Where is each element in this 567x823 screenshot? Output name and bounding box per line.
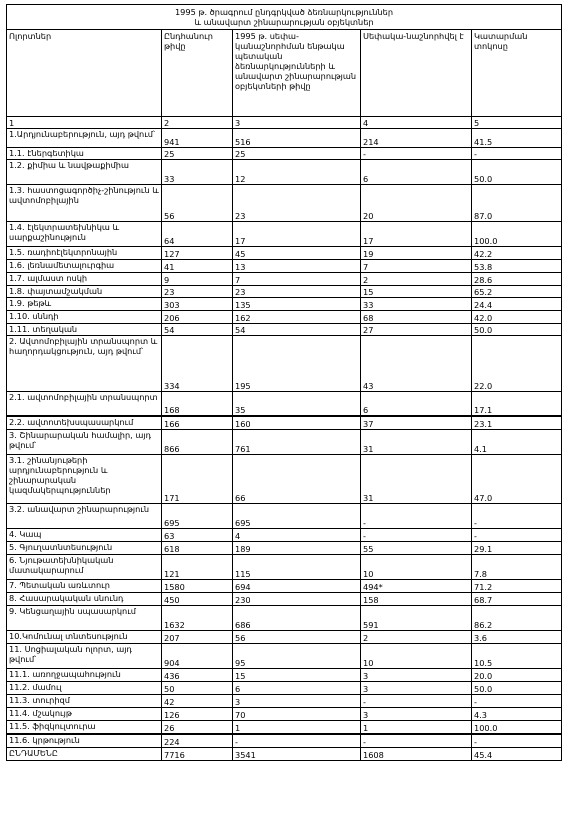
table-row	[7, 455, 562, 504]
percent-cell: 10.5	[472, 644, 562, 669]
sector-cell: 1.2. քիմիա և նավթաքիմիա	[7, 160, 162, 185]
subject-cell: 3541	[233, 748, 361, 761]
sector-cell: 9. Կենցաղային սպասարկում	[7, 606, 162, 631]
table-row	[7, 529, 562, 542]
percent-cell: -	[472, 734, 562, 748]
total-cell: 63	[162, 529, 233, 542]
sector-cell: 1.11. տեղական	[7, 324, 162, 336]
table-row	[7, 222, 562, 247]
privatized-cell: 15	[361, 286, 472, 298]
total-cell: 206	[162, 311, 233, 324]
sector-cell: ԸՆԴԱՄԵՆԸ	[7, 748, 162, 761]
sector-cell: 10.Կոմունալ տնտեսություն	[7, 631, 162, 644]
percent-cell: -	[472, 504, 562, 529]
subject-cell: 695	[233, 504, 361, 529]
subject-cell: 189	[233, 542, 361, 555]
privatized-cell: -	[361, 148, 472, 160]
sector-cell: 11.2. մամուլ	[7, 682, 162, 695]
privatized-cell: 68	[361, 311, 472, 324]
percent-cell: -	[472, 695, 562, 708]
percent-cell: 86.2	[472, 606, 562, 631]
table-header-row	[7, 30, 562, 117]
privatized-cell: 6	[361, 160, 472, 185]
total-cell: 126	[162, 708, 233, 721]
percent-cell: 42.0	[472, 311, 562, 324]
sector-cell: 11. Սոցիալական ոլորտ, այդ թվում՝	[7, 644, 162, 669]
privatized-cell: 7	[361, 260, 472, 273]
privatized-cell: 20	[361, 185, 472, 222]
percent-cell: 87.0	[472, 185, 562, 222]
total-cell: 303	[162, 298, 233, 311]
sector-cell: 5. Գյուղատնտեսություն	[7, 542, 162, 555]
table-row	[7, 298, 562, 311]
privatization-table	[6, 4, 562, 761]
subject-cell: 195	[233, 336, 361, 392]
sector-cell: 1.10. սննդի	[7, 311, 162, 324]
percent-cell: 17.1	[472, 392, 562, 417]
total-cell: 56	[162, 185, 233, 222]
subject-cell: 17	[233, 222, 361, 247]
total-cell: 166	[162, 416, 233, 430]
privatized-cell: 3	[361, 708, 472, 721]
table-row	[7, 129, 562, 148]
percent-cell: 50.0	[472, 324, 562, 336]
sector-cell: 3. Շինարարական համալիր, այդ թվում՝	[7, 430, 162, 455]
total-cell: 450	[162, 593, 233, 606]
percent-cell: 28.6	[472, 273, 562, 286]
subject-cell: 160	[233, 416, 361, 430]
total-cell: 64	[162, 222, 233, 247]
table-row	[7, 185, 562, 222]
percent-cell: 47.0	[472, 455, 562, 504]
subject-cell: 516	[233, 129, 361, 148]
percent-cell: 41.5	[472, 129, 562, 148]
percent-cell: 24.4	[472, 298, 562, 311]
subject-cell: 4	[233, 529, 361, 542]
table-title: 1995 թ. ծրագրում ընդգրկված ձեռնարկություններ և անավարտ շինարարության օբյեկտներ	[7, 5, 562, 30]
header-subject-to-privatization: 1995 թ. սեփա-կանաշնորհման ենթակա պետական ձեռնարկությունների և անավարտ շինարարության օբյեկտների թիվը	[233, 30, 361, 117]
sector-cell: 1	[7, 117, 162, 129]
table-row	[7, 286, 562, 298]
table-row	[7, 644, 562, 669]
table-row	[7, 273, 562, 286]
total-cell: 7716	[162, 748, 233, 761]
table-row	[7, 734, 562, 748]
privatized-cell: 37	[361, 416, 472, 430]
table-title-row	[7, 5, 562, 30]
total-cell: 121	[162, 555, 233, 580]
percent-cell: -	[472, 529, 562, 542]
privatized-cell: 494*	[361, 580, 472, 593]
table-row	[7, 593, 562, 606]
sector-cell: 11.4. մշակույթ	[7, 708, 162, 721]
subject-cell: 56	[233, 631, 361, 644]
table-row	[7, 542, 562, 555]
sector-cell: 1.8. փայտամշակման	[7, 286, 162, 298]
percent-cell: 29.1	[472, 542, 562, 555]
table-row	[7, 260, 562, 273]
table-row	[7, 669, 562, 682]
percent-cell: 20.0	[472, 669, 562, 682]
total-cell: 33	[162, 160, 233, 185]
sector-cell: 2. Ավտոմոբիլային տրանսպորտ և հաղորդակցություն, այդ թվում՝	[7, 336, 162, 392]
privatized-cell: 591	[361, 606, 472, 631]
total-cell: 26	[162, 721, 233, 735]
subject-cell: 1	[233, 721, 361, 735]
subject-cell: 3	[233, 117, 361, 129]
table-row	[7, 392, 562, 417]
table-row	[7, 336, 562, 392]
percent-cell: -	[472, 148, 562, 160]
total-cell: 1580	[162, 580, 233, 593]
header-completion-percent: Կատարման տոկոսը	[472, 30, 562, 117]
total-cell: 25	[162, 148, 233, 160]
privatized-cell: 2	[361, 273, 472, 286]
subject-cell: 135	[233, 298, 361, 311]
sector-cell: 1.1. էներգետիկա	[7, 148, 162, 160]
percent-cell: 50.0	[472, 160, 562, 185]
percent-cell: 23.1	[472, 416, 562, 430]
percent-cell: 3.6	[472, 631, 562, 644]
total-cell: 2	[162, 117, 233, 129]
table-row	[7, 504, 562, 529]
privatized-cell: 4	[361, 117, 472, 129]
subject-cell: 6	[233, 682, 361, 695]
subject-cell: 13	[233, 260, 361, 273]
total-cell: 436	[162, 669, 233, 682]
subject-cell: 23	[233, 286, 361, 298]
table-row	[7, 721, 562, 735]
percent-cell: 42.2	[472, 247, 562, 260]
table-row	[7, 682, 562, 695]
percent-cell: 45.4	[472, 748, 562, 761]
percent-cell: 7.8	[472, 555, 562, 580]
privatized-cell: 6	[361, 392, 472, 417]
privatized-cell: 2	[361, 631, 472, 644]
sector-cell: 3.2. անավարտ շինարարություն	[7, 504, 162, 529]
privatized-cell: 1608	[361, 748, 472, 761]
sector-cell: 11.6. կրթություն	[7, 734, 162, 748]
total-cell: 54	[162, 324, 233, 336]
table-row	[7, 430, 562, 455]
percent-cell: 4.3	[472, 708, 562, 721]
percent-cell: 53.8	[472, 260, 562, 273]
table-row	[7, 117, 562, 129]
table-row	[7, 324, 562, 336]
table-row	[7, 247, 562, 260]
subject-cell: 54	[233, 324, 361, 336]
privatized-cell: 43	[361, 336, 472, 392]
sector-cell: 1.5. ռադիոէլեկտրոնային	[7, 247, 162, 260]
sector-cell: 6. Նյութատեխնիկական մատակարարում	[7, 555, 162, 580]
subject-cell: 23	[233, 185, 361, 222]
percent-cell: 50.0	[472, 682, 562, 695]
sector-cell: 11.5. ֆիզկուլտուրա	[7, 721, 162, 735]
sector-cell: 2.2. ավտոտեխսպասարկում	[7, 416, 162, 430]
sector-cell: 2.1. ավտոմոբիլային տրանսպորտ	[7, 392, 162, 417]
total-cell: 127	[162, 247, 233, 260]
privatized-cell: 3	[361, 669, 472, 682]
total-cell: 866	[162, 430, 233, 455]
table-row	[7, 160, 562, 185]
subject-cell: 45	[233, 247, 361, 260]
total-cell: 904	[162, 644, 233, 669]
sector-cell: 1.3. հաստոցագործիչ-շինություն և ավտոմոբիլային	[7, 185, 162, 222]
subject-cell: 3	[233, 695, 361, 708]
sector-cell: 1.Արդյունաբերություն, այդ թվում՝	[7, 129, 162, 148]
table-row	[7, 708, 562, 721]
privatized-cell: 1	[361, 721, 472, 735]
total-cell: 207	[162, 631, 233, 644]
subject-cell: 761	[233, 430, 361, 455]
subject-cell: 686	[233, 606, 361, 631]
privatized-cell: -	[361, 504, 472, 529]
total-cell: 168	[162, 392, 233, 417]
sector-cell: 11.1. առողջապահություն	[7, 669, 162, 682]
percent-cell: 4.1	[472, 430, 562, 455]
total-cell: 1632	[162, 606, 233, 631]
sector-cell: 8. Հասարակական սնունդ	[7, 593, 162, 606]
table-row	[7, 555, 562, 580]
privatized-cell: 158	[361, 593, 472, 606]
total-cell: 941	[162, 129, 233, 148]
table-row	[7, 580, 562, 593]
percent-cell: 5	[472, 117, 562, 129]
sector-cell: 7. Պետական առևտուր	[7, 580, 162, 593]
privatized-cell: 3	[361, 682, 472, 695]
subject-cell: 694	[233, 580, 361, 593]
percent-cell: 68.7	[472, 593, 562, 606]
privatized-cell: 27	[361, 324, 472, 336]
header-privatized: Սեփակա-նաշնորհվել է	[361, 30, 472, 117]
table-row	[7, 748, 562, 761]
table-row	[7, 311, 562, 324]
privatized-cell: 31	[361, 430, 472, 455]
subject-cell: -	[233, 734, 361, 748]
privatized-cell: 31	[361, 455, 472, 504]
header-sector: Ոլորտներ	[7, 30, 162, 117]
percent-cell: 65.2	[472, 286, 562, 298]
sector-cell: 4. Կապ	[7, 529, 162, 542]
total-cell: 50	[162, 682, 233, 695]
privatized-cell: 33	[361, 298, 472, 311]
privatized-cell: 10	[361, 555, 472, 580]
subject-cell: 7	[233, 273, 361, 286]
subject-cell: 35	[233, 392, 361, 417]
subject-cell: 66	[233, 455, 361, 504]
privatized-cell: 55	[361, 542, 472, 555]
total-cell: 334	[162, 336, 233, 392]
total-cell: 23	[162, 286, 233, 298]
subject-cell: 70	[233, 708, 361, 721]
table-row	[7, 148, 562, 160]
sector-cell: 11.3. տուրիզմ	[7, 695, 162, 708]
privatized-cell: -	[361, 695, 472, 708]
total-cell: 224	[162, 734, 233, 748]
sector-cell: 1.4. էլեկտրատեխնիկա և սարքաշինություն	[7, 222, 162, 247]
table-row	[7, 631, 562, 644]
total-cell: 618	[162, 542, 233, 555]
percent-cell: 100.0	[472, 222, 562, 247]
total-cell: 41	[162, 260, 233, 273]
privatized-cell: 19	[361, 247, 472, 260]
subject-cell: 230	[233, 593, 361, 606]
total-cell: 42	[162, 695, 233, 708]
table-row	[7, 695, 562, 708]
table-row	[7, 606, 562, 631]
privatized-cell: -	[361, 529, 472, 542]
subject-cell: 162	[233, 311, 361, 324]
percent-cell: 100.0	[472, 721, 562, 735]
sector-cell: 1.9. թեթև	[7, 298, 162, 311]
privatized-cell: 17	[361, 222, 472, 247]
privatized-cell: -	[361, 734, 472, 748]
subject-cell: 95	[233, 644, 361, 669]
subject-cell: 115	[233, 555, 361, 580]
subject-cell: 25	[233, 148, 361, 160]
percent-cell: 22.0	[472, 336, 562, 392]
privatized-cell: 10	[361, 644, 472, 669]
subject-cell: 15	[233, 669, 361, 682]
total-cell: 695	[162, 504, 233, 529]
percent-cell: 71.2	[472, 580, 562, 593]
sector-cell: 1.7. ալմաստ ոսկի	[7, 273, 162, 286]
sector-cell: 3.1. շինանյութերի արդյունաբերություն և շինարարական կազմակերպություններ	[7, 455, 162, 504]
table-row	[7, 416, 562, 430]
header-total: Ընդհանուր թիվը	[162, 30, 233, 117]
total-cell: 9	[162, 273, 233, 286]
subject-cell: 12	[233, 160, 361, 185]
total-cell: 171	[162, 455, 233, 504]
sector-cell: 1.6. լեռնամետալուրգիա	[7, 260, 162, 273]
privatized-cell: 214	[361, 129, 472, 148]
